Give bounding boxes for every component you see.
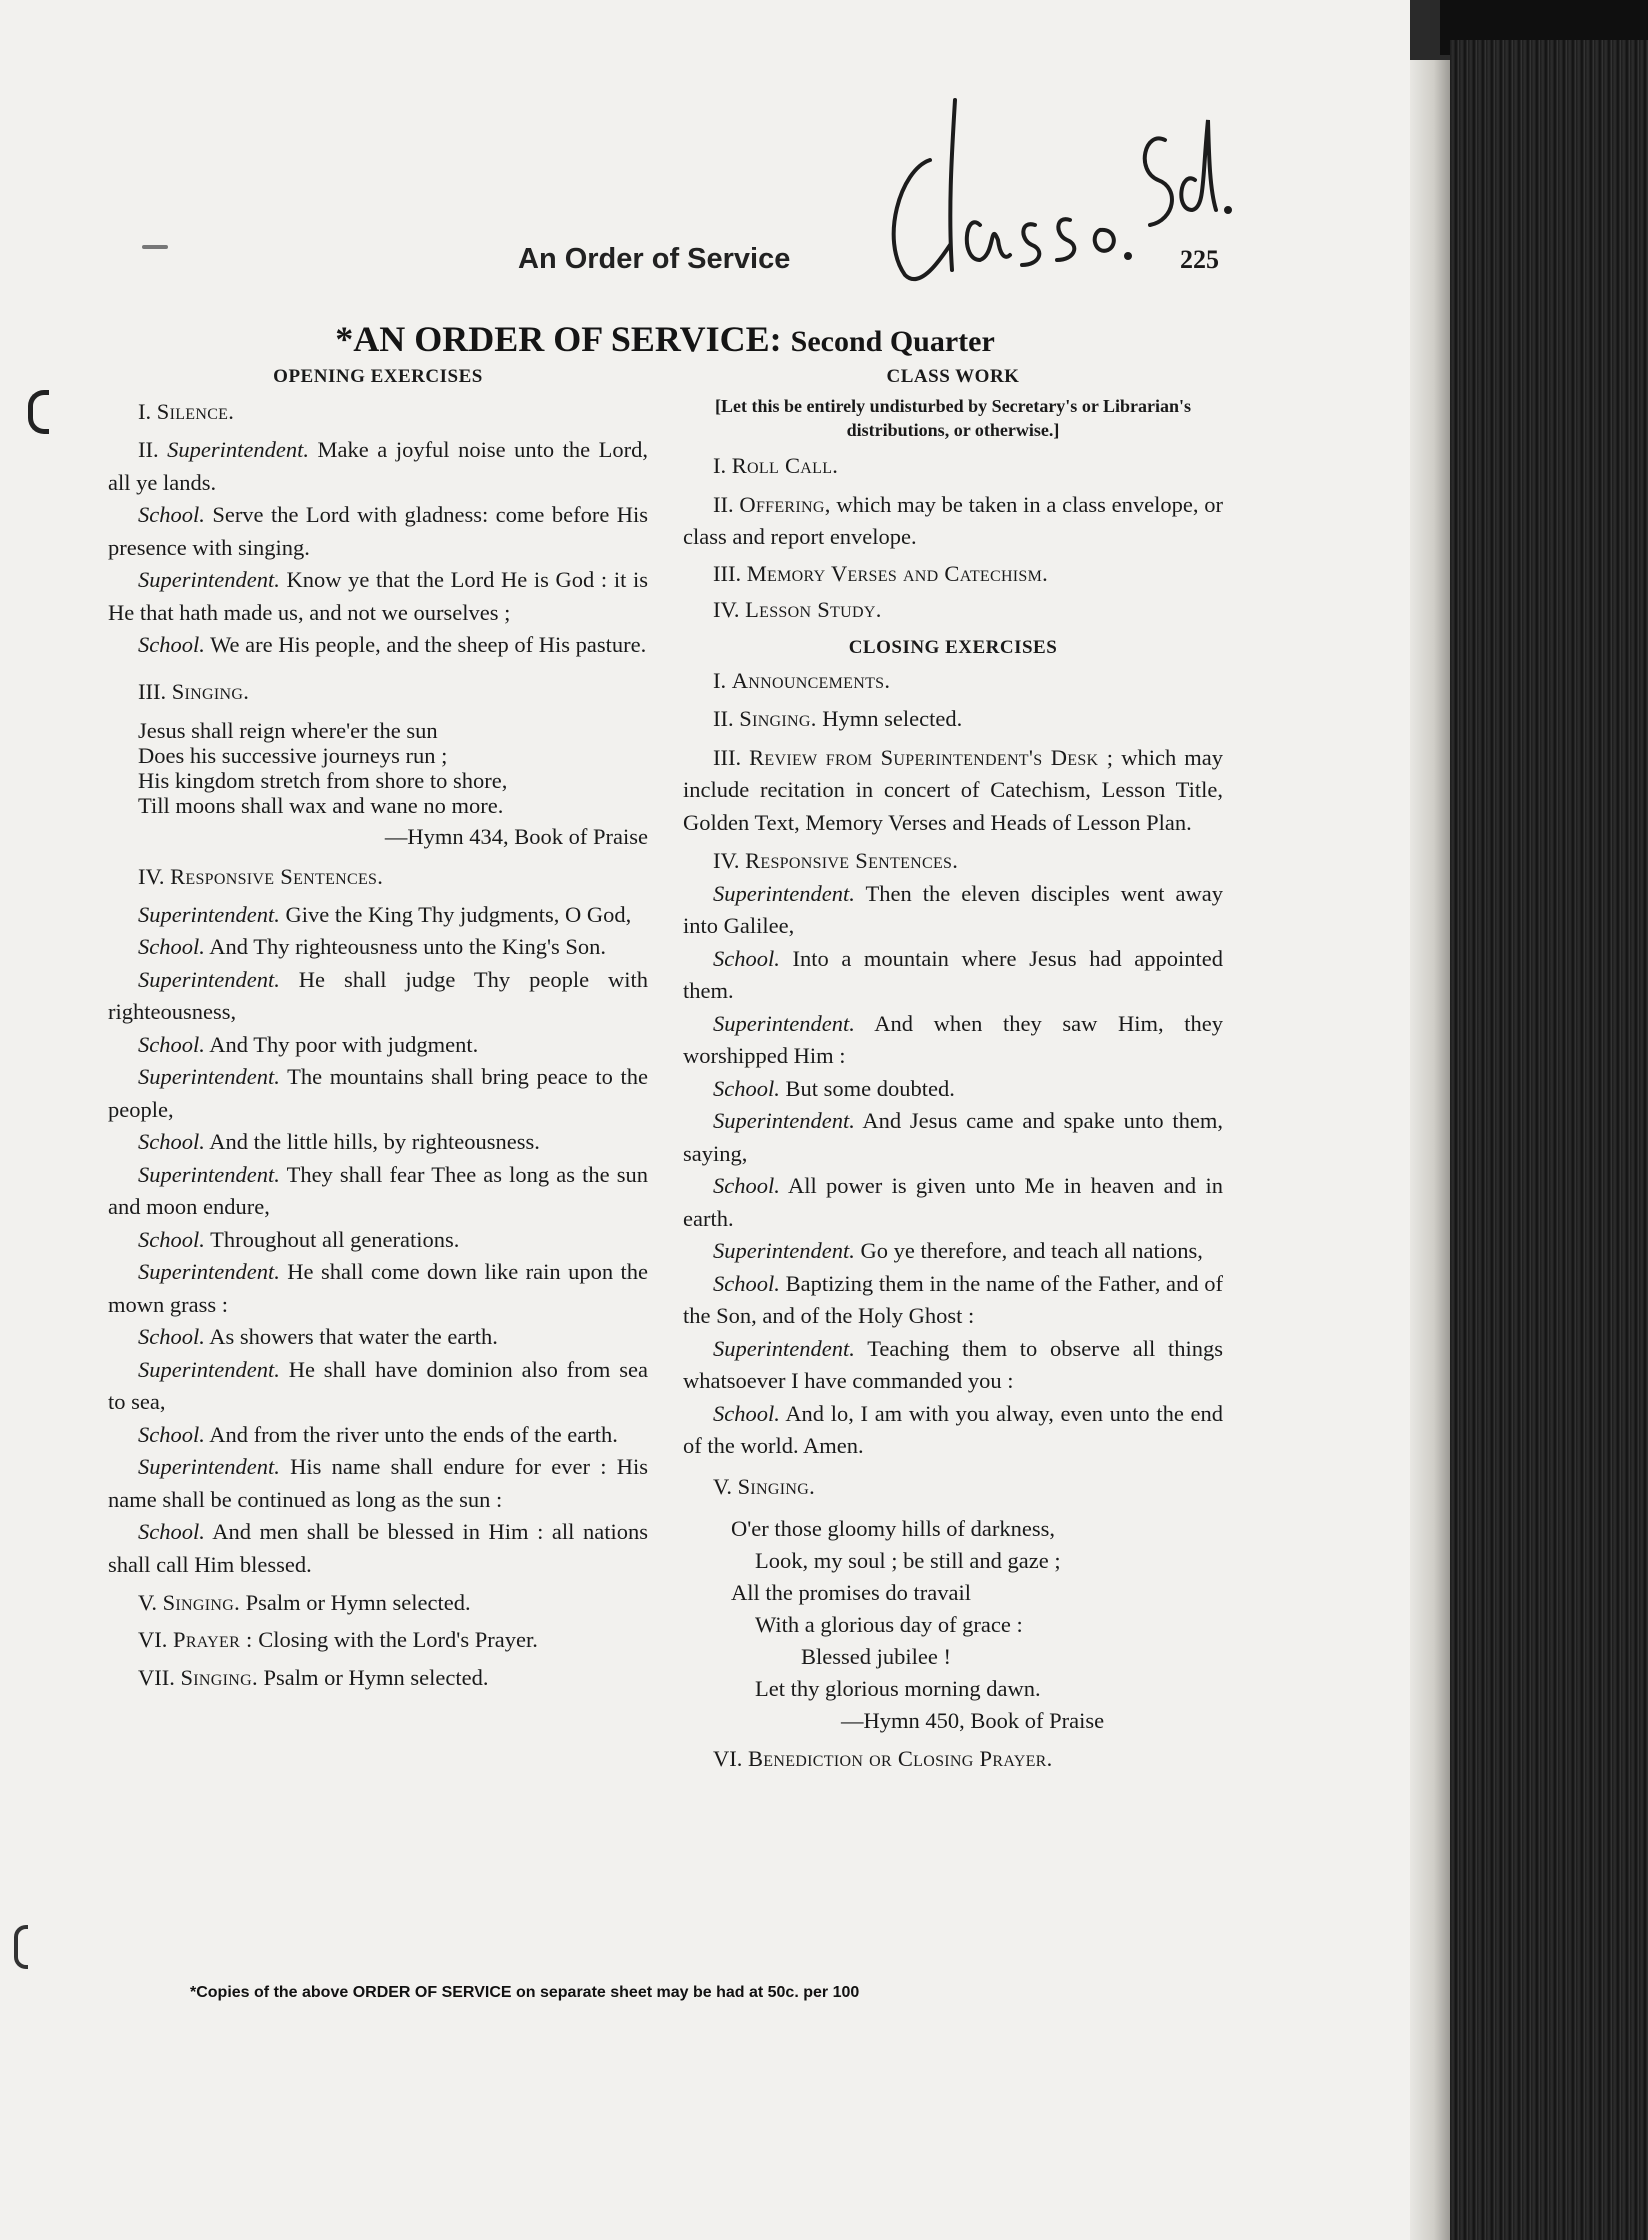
sentence: School. And men shall be blessed in Him : all nations shall call Him blessed. xyxy=(108,1519,648,1577)
sentence: Superintendent. The mountains shall bring peace to the people, xyxy=(108,1064,649,1122)
sentence: Superintendent. His name shall endure for ever : His name shall be continued as long as the sun : xyxy=(108,1454,648,1512)
closing-item: VI. Benediction or Closing Prayer. xyxy=(713,1746,1053,1771)
class-work-item: IV. Lesson Study. xyxy=(713,597,882,622)
sentence: Superintendent. He shall judge Thy people with righteousness, xyxy=(108,966,649,1024)
sentence: School. We are His people, and the sheep of His pasture. xyxy=(138,632,647,657)
sentence: Superintendent. Teaching them to observe all things whatsoever I have commanded you : xyxy=(683,1335,1224,1393)
sentence: Superintendent. And when they saw Him, they worshipped Him : xyxy=(683,1010,1224,1068)
left-column xyxy=(108,362,648,1695)
sentence: School. But some doubted. xyxy=(713,1075,955,1101)
singing-item: V. Singing. Psalm or Hymn selected. xyxy=(138,1590,471,1615)
sentence: School. Serve the Lord with gladness: come before His presence with singing. xyxy=(108,502,648,560)
closing-exercises-heading: CLOSING EXERCISES xyxy=(848,636,1058,658)
singing-item: V. Singing. xyxy=(713,1473,816,1499)
running-head xyxy=(0,243,1410,283)
hymn-verse: O'er those gloomy hills of darkness, Look, my soul ; be still and gaze ; All the promises do travail With a glorious day of grace : Blessed jubilee ! Let thy glorious morning dawn. —Hymn 450, Book of Praise xyxy=(683,1513,1223,1737)
running-head-title: An Order of Service xyxy=(518,243,791,275)
responsive-sentences-item: IV. Responsive Sentences. xyxy=(138,863,384,889)
right-column xyxy=(683,362,1223,1776)
title-main: *AN ORDER OF SERVICE xyxy=(335,319,770,359)
book-edge xyxy=(1450,40,1648,2240)
sentence: School. As showers that water the earth. xyxy=(138,1324,498,1349)
sentence: School. And Thy poor with judgment. xyxy=(138,1031,479,1057)
class-work-note: [Let this be entirely undisturbed by Secretary's or Librarian's distributions, or otherwise.] xyxy=(714,396,1191,440)
title-separator: : xyxy=(769,319,782,359)
sentence: School. Baptizing them in the name of the Father, and of the Son, and of the Holy Ghost : xyxy=(683,1270,1223,1328)
sentence: II. Superintendent. Make a joyful noise unto the Lord, all ye lands. xyxy=(108,437,649,495)
sentence: School. And from the river unto the ends of the earth. xyxy=(138,1421,618,1447)
sentence: Superintendent. He shall come down like rain upon the mown grass : xyxy=(108,1259,648,1317)
sentence: Superintendent. Know ye that the Lord He is God : it is He that hath made us, and not we ourselves ; xyxy=(108,567,648,625)
page-title xyxy=(0,318,1330,360)
singing-item: VII. Singing. Psalm or Hymn selected. xyxy=(138,1665,489,1690)
class-work-item: II. Offering, which may be taken in a class envelope, or class and report envelope. xyxy=(683,491,1223,549)
hymn-source: —Hymn 434, Book of Praise xyxy=(384,823,648,849)
page-number: 225 xyxy=(1180,245,1219,274)
prayer-item: VI. Prayer : Closing with the Lord's Prayer. xyxy=(138,1626,538,1652)
closing-item: III. Review from Superintendent's Desk ; which may include recitation in concert of Catechism, Lesson Title, Golden Text, Memory Verses and Heads of Lesson Plan. xyxy=(683,744,1224,835)
closing-item: I. Announcements. xyxy=(713,667,891,693)
page-edge xyxy=(1410,60,1450,2240)
sentence: Superintendent. Then the eleven disciples went away into Galilee, xyxy=(683,880,1223,938)
title-sub: Second Quarter xyxy=(790,325,995,358)
sentence: School. Throughout all generations. xyxy=(138,1226,460,1252)
sentence: School. And lo, I am with you alway, even unto the end of the world. Amen. xyxy=(683,1400,1223,1458)
sentence: Superintendent. They shall fear Thee as long as the sun and moon endure, xyxy=(108,1161,648,1219)
class-work-item: I. Roll Call. xyxy=(713,453,839,478)
margin-mark xyxy=(14,1925,28,1969)
margin-mark xyxy=(28,390,49,434)
class-work-item: III. Memory Verses and Catechism. xyxy=(713,560,1049,586)
closing-item: II. Singing. Hymn selected. xyxy=(713,706,963,731)
sentence: School. And the little hills, by righteousness. xyxy=(138,1129,540,1154)
closing-item: IV. Responsive Sentences. xyxy=(713,848,959,873)
singing-item: III. Singing. xyxy=(138,678,250,704)
silence-item: I. Silence. xyxy=(138,399,235,424)
sentence: Superintendent. Give the King Thy judgments, O God, xyxy=(138,901,632,927)
sentence: Superintendent. Go ye therefore, and teach all nations, xyxy=(713,1238,1203,1263)
hymn-verse: Jesus shall reign where'er the sun Does his successive journeys run ; His kingdom stretch from shore to shore, Till moons shall wax and wane no more. —Hymn 434, Book of Praise xyxy=(138,717,648,849)
opening-exercises-heading: OPENING EXERCISES xyxy=(273,366,483,387)
sentence: School. Into a mountain where Jesus had appointed them. xyxy=(683,945,1224,1003)
sentence: Superintendent. He shall have dominion also from sea to sea, xyxy=(108,1356,649,1414)
sentence: School. And Thy righteousness unto the King's Son. xyxy=(138,934,607,959)
footnote: *Copies of the above ORDER OF SERVICE on separate sheet may be had at 50c. per 100 xyxy=(190,1984,860,2001)
sentence: School. All power is given unto Me in heaven and in earth. xyxy=(683,1173,1223,1231)
hymn-source: —Hymn 450, Book of Praise xyxy=(841,1708,1105,1733)
sentence: Superintendent. And Jesus came and spake unto them, saying, xyxy=(683,1108,1224,1166)
class-work-heading: CLASS WORK xyxy=(886,366,1020,387)
